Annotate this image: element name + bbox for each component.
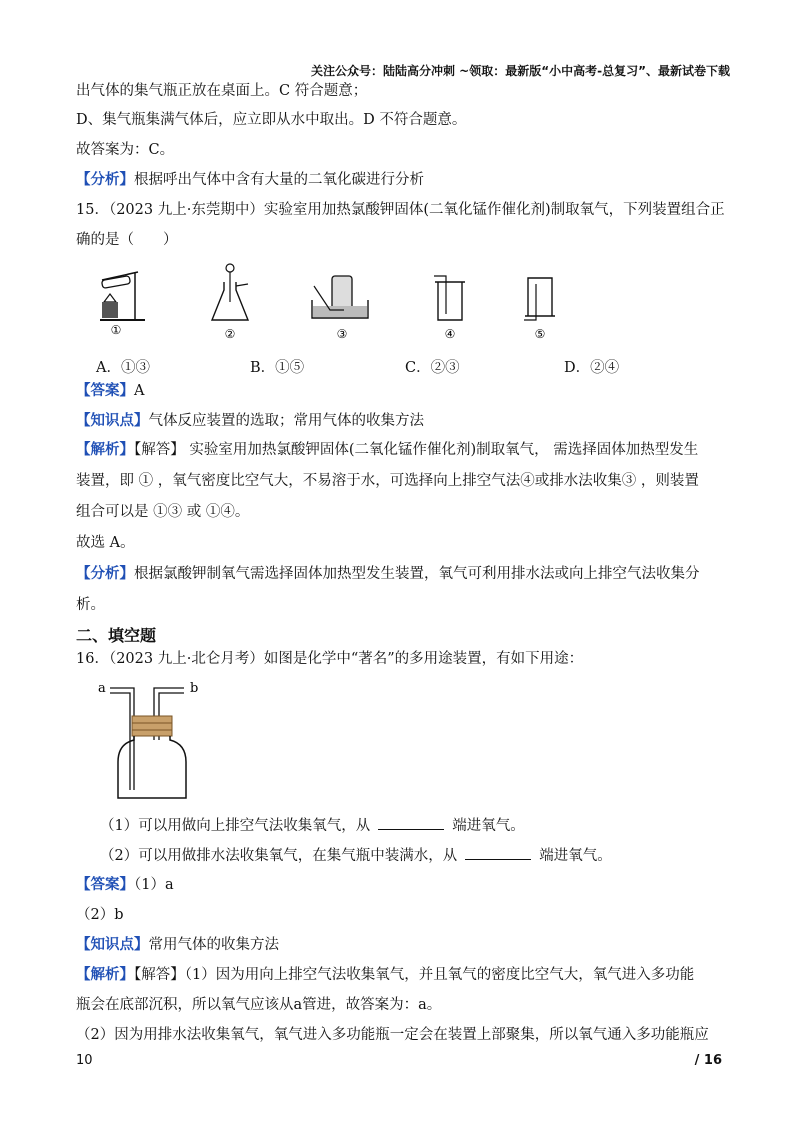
- solution-text: 【解答】 实验室用加热氯酸钾固体(二氧化锰作催化剂)制取氧气， 需选择固体加热型发生: [134, 442, 699, 458]
- solution-line: [76, 443, 698, 458]
- select-line: 故选 A。: [76, 535, 135, 551]
- analysis-line: 析。: [76, 597, 105, 613]
- apparatus-3-water-trough: [308, 272, 373, 341]
- answer-tag: 【答案】: [76, 382, 134, 399]
- question-16-stem: 16．（2023 九上·北仑月考）如图是化学中“著名”的多用途装置，有如下用途：: [76, 651, 584, 667]
- analysis-tag: 【分析】: [76, 171, 134, 188]
- analysis-text: 根据氯酸钾制氧气需选择固体加热型发生装置，氧气可利用排水法或向上排空气法收集分: [134, 566, 700, 582]
- solution-text: 【解答】（1）因为用向上排空气法收集氧气，并且氧气的密度比空气大，氧气进入多功能: [134, 967, 695, 983]
- analysis-line: [76, 173, 424, 188]
- apparatus-label: ⑤: [534, 327, 546, 341]
- solution-line: 组合可以是 ①③ 或 ①④。: [76, 504, 250, 520]
- knowledge-tag: 【知识点】: [76, 412, 149, 429]
- option-d: D．②④: [564, 360, 620, 376]
- apparatus-label: ②: [224, 327, 236, 341]
- page-total: / 16: [694, 1053, 722, 1068]
- knowledge-line: [76, 414, 424, 429]
- answer-line: （2）b: [76, 907, 124, 923]
- gas-bottle-figure: [98, 680, 208, 805]
- option-c: C．②③: [405, 360, 460, 376]
- part-1-suffix: 端进氧气。: [452, 818, 525, 834]
- answer-line: [76, 384, 144, 399]
- apparatus-label: ④: [444, 327, 456, 341]
- knowledge-text: 常用气体的收集方法: [148, 937, 279, 953]
- option-b: B．①⑤: [250, 360, 305, 376]
- apparatus-4-upward-air: [430, 272, 470, 341]
- part-2-prefix: （2）可以用做排水法收集氧气，在集气瓶中装满水，从: [100, 848, 458, 864]
- solution-line: （2）因为用排水法收集氧气，氧气进入多功能瓶一定会在装置上部聚集，所以氧气通入多功能瓶应: [76, 1027, 709, 1043]
- answer-value: （1）a: [134, 877, 174, 893]
- question-15-stem-cont: 确的是（ ）: [76, 232, 178, 248]
- part-2-suffix: 端进氧气。: [539, 848, 612, 864]
- apparatus-2-flask: [208, 262, 253, 341]
- knowledge-tag: 【知识点】: [76, 936, 149, 953]
- page-number: 10: [76, 1053, 93, 1068]
- solution-line: 装置，即 ① ，氧气密度比空气大，不易溶于水，可选择向上排空气法④或排水法收集③ ，则装置: [76, 473, 699, 489]
- answer-line: [76, 878, 174, 893]
- solution-tag: 【解析】: [76, 966, 134, 983]
- apparatus-label: ③: [336, 327, 348, 341]
- apparatus-5-downward-air: [520, 272, 560, 341]
- answer-tag: 【答案】: [76, 876, 134, 893]
- apparatus-label: ①: [110, 323, 122, 337]
- text-line: 故答案为：C。: [76, 142, 175, 158]
- knowledge-line: [76, 938, 279, 953]
- text-line: D、集气瓶集满气体后，应立即从水中取出。D 不符合题意。: [76, 112, 467, 128]
- section-title: 二、填空题: [76, 626, 157, 645]
- solution-line: [76, 968, 694, 983]
- analysis-text: 根据呼出气体中含有大量的二氧化碳进行分析: [134, 172, 424, 188]
- text-line: 出气体的集气瓶正放在桌面上。C 符合题意；: [76, 83, 368, 99]
- part-1-prefix: （1）可以用做向上排空气法收集氧气，从: [100, 818, 371, 834]
- apparatus-1-heating: [90, 258, 155, 337]
- analysis-line: [76, 567, 700, 582]
- solution-line: 瓶会在底部沉积，所以氧气应该从a管进，故答案为：a。: [76, 997, 442, 1013]
- question-16-part-1: [100, 817, 525, 834]
- question-15-stem: 15．（2023 九上·东莞期中）实验室用加热氯酸钾固体(二氧化锰作催化剂)制取氧气，下列装置组合正: [76, 202, 725, 218]
- question-16-part-2: [100, 847, 612, 864]
- option-a: A．①③: [96, 360, 150, 376]
- analysis-tag: 【分析】: [76, 565, 134, 582]
- blank-1[interactable]: [378, 817, 444, 830]
- answer-value: A: [134, 383, 145, 399]
- knowledge-text: 气体反应装置的选取；常用气体的收集方法: [148, 413, 424, 429]
- blank-2[interactable]: [465, 847, 531, 860]
- tube-label-a: a: [98, 681, 106, 696]
- page-header: 关注公众号：陆陆高分冲刺 ~领取：最新版“小中高考-总复习”、最新试卷下载: [311, 64, 730, 78]
- tube-label-b: b: [190, 681, 199, 696]
- solution-tag: 【解析】: [76, 441, 134, 458]
